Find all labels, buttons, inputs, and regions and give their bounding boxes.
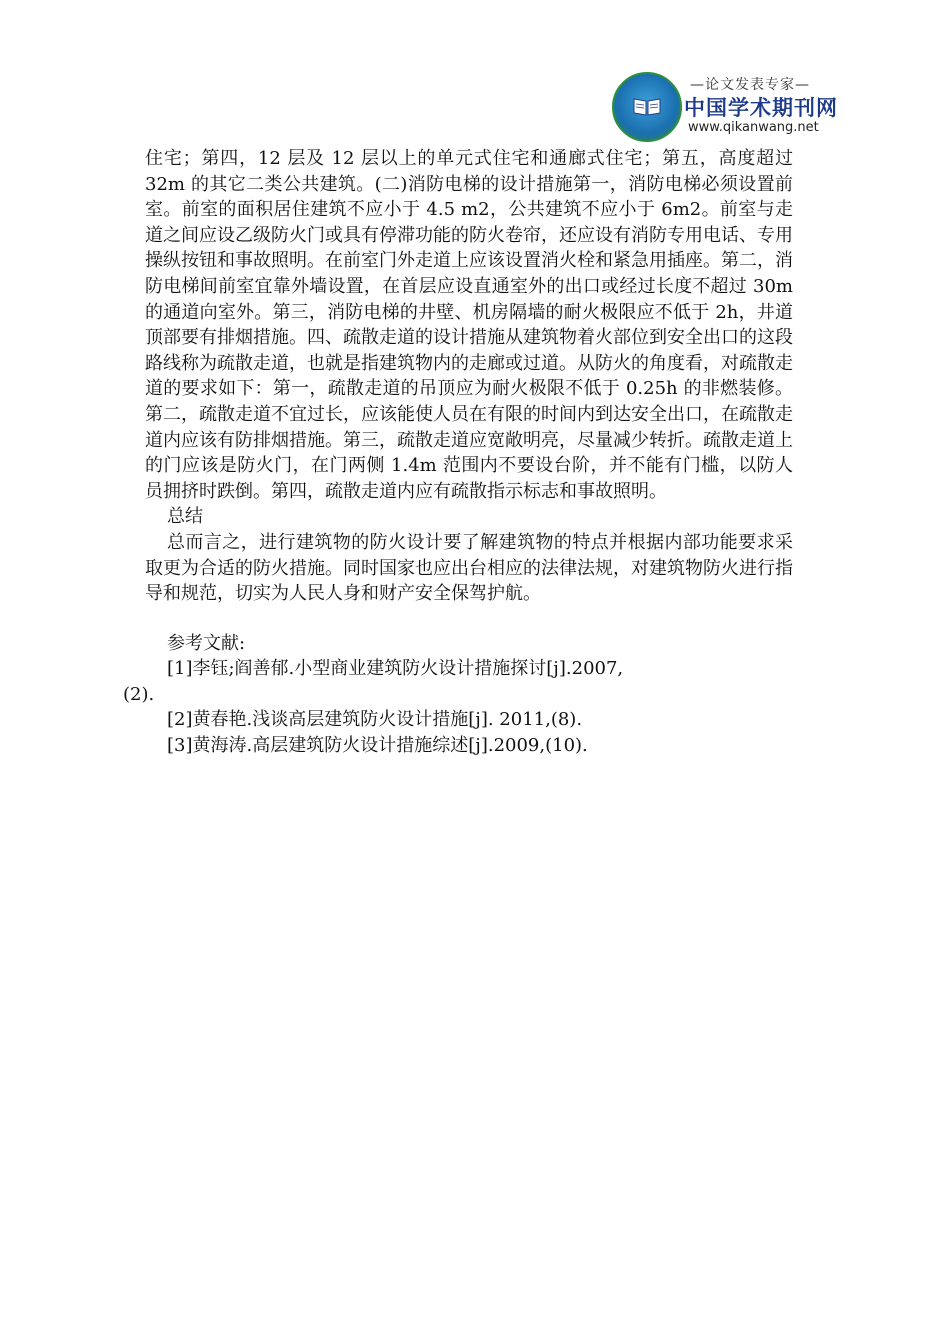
body-paragraph: 住宅；第四，12 层及 12 层以上的单元式住宅和通廊式住宅；第五，高度超过 32m 的其它二类公共建筑。(二)消防电梯的设计措施第一，消防电梯必须设置前室。前室的面积居住建筑不应小于 4.5 m2，公共建筑不应小于 6m2。前室与走道之间应设乙级防火门或具有停滞功能的防火卷帘，还应设有消防专用电话、专用操纵按钮和事故照明。在前室门外走道上应该设置消火栓和紧急用插座。第二，消防电梯间前室宜靠外墙设置，在首层应设直通室外的出口或经过长度不超过 30m 的通道向室外。第三，消防电梯的井壁、机房隔墙的耐火极限应不低于 2h，井道顶部要有排烟措施。四、疏散走道的设计措施从建筑物着火部位到安全出口的这段路线称为疏散走道，也就是指建筑物内的走廊或过道。从防火的角度看，对疏散走道的要求如下：第一，疏散走道的吊顶应为耐火极限不低于 0.25h 的非燃装修。第二，疏散走道不宜过长，应该能使人员在有限的时间内到达安全出口，在疏散走道内应该有防排烟措施。第三，疏散走道应宽敞明亮，尽量减少转折。疏散走道上的门应该是防火门，在门两侧 1.4m 范围内不要设台阶，并不能有门槛，以防人员拥挤时跌倒。第四，疏散走道内应有疏散指示标志和事故照明。 xyxy=(145,148,793,502)
reference-text: [1]李钰;阎善郁.小型商业建筑防火设计措施探讨[j].2007, xyxy=(167,658,624,680)
reference-item: [3]黄海涛.高层建筑防火设计措施综述[j].2009,(10). xyxy=(167,735,588,757)
summary-paragraph: 总而言之，进行建筑物的防火设计要了解建筑物的特点并根据内部功能要求采取更为合适的防火措施。同时国家也应出台相应的法律法规，对建筑物防火进行指导和规范，切实为人民人身和财产安全保驾护航。 xyxy=(145,531,793,605)
watermark-tagline: —论文发表专家— xyxy=(690,77,810,93)
reference-item: [2]黄春艳.浅谈高层建筑防火设计措施[j]. 2011,(8). xyxy=(167,709,583,731)
journal-watermark-logo xyxy=(612,72,838,148)
book-icon xyxy=(632,96,662,116)
references-heading: 参考文献: xyxy=(167,632,246,654)
reference-text-cont: (2). xyxy=(123,683,155,705)
summary-heading: 总结 xyxy=(167,506,203,528)
document-body xyxy=(123,146,793,759)
spacer xyxy=(145,607,793,631)
reference-item xyxy=(123,656,793,707)
watermark-name: 中国学术期刊网 xyxy=(684,96,838,120)
logo-emblem xyxy=(612,72,682,142)
watermark-url: www.qikanwang.net xyxy=(688,120,819,135)
